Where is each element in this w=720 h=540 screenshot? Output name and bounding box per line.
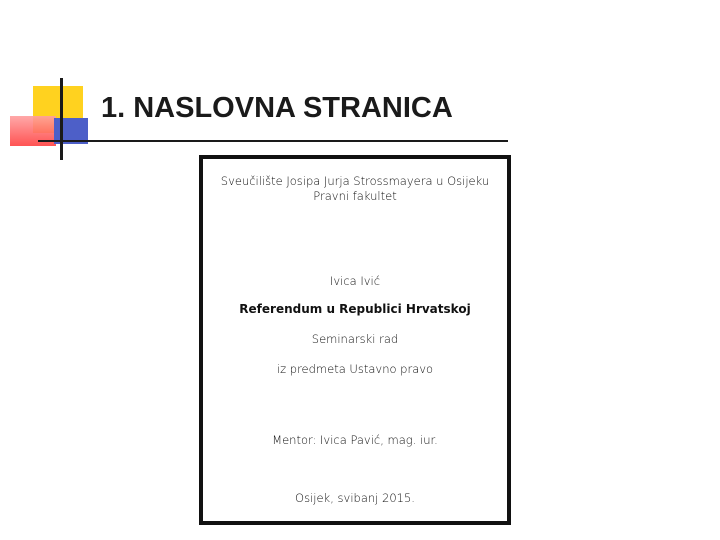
thesis-title: Referendum u Republici Hrvatskoj — [239, 302, 471, 316]
mentor-line: Mentor: Ivica Pavić, mag. iur. — [272, 433, 438, 447]
subject-line: iz predmeta Ustavno pravo — [276, 362, 434, 376]
slide-title: 1. NASLOVNA STRANICA — [101, 92, 453, 124]
title-underline — [38, 140, 508, 142]
faculty-name: Pravni fakultet — [313, 189, 397, 203]
decorative-vertical-line — [60, 78, 63, 160]
university-name: Sveučilište Josipa Jurja Strossmayera u Osijeku — [220, 174, 490, 188]
author-name: Ivica Ivić — [329, 274, 381, 288]
place-date: Osijek, svibanj 2015. — [295, 491, 415, 505]
work-type: Seminarski rad — [311, 332, 399, 346]
title-page-preview — [199, 155, 511, 525]
